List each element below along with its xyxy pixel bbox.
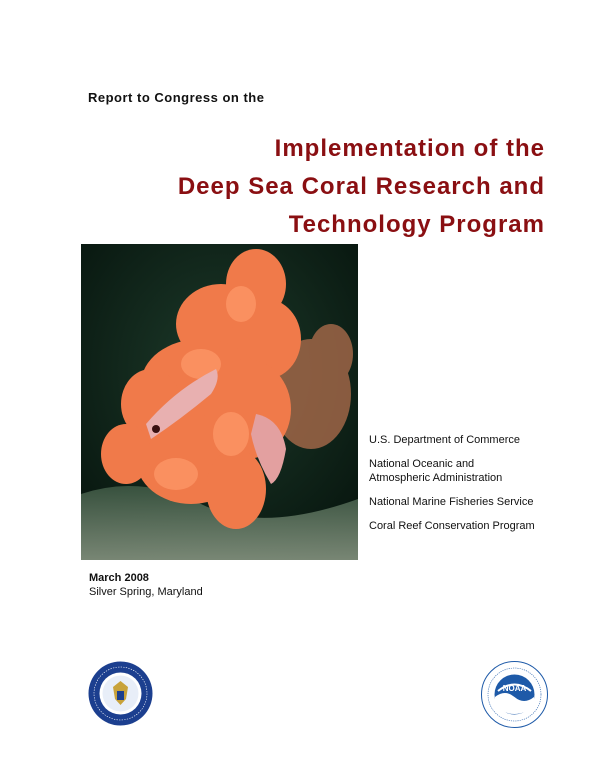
agency-crcp: Coral Reef Conservation Program bbox=[369, 520, 535, 532]
publication-date: March 2008 bbox=[89, 572, 149, 584]
publication-place: Silver Spring, Maryland bbox=[89, 586, 203, 598]
agency-commerce: U.S. Department of Commerce bbox=[369, 434, 520, 446]
noaa-seal-icon bbox=[481, 661, 548, 728]
agency-noaa: National Oceanic and Atmospheric Administration bbox=[369, 458, 503, 484]
deep-sea-coral-photo bbox=[81, 244, 358, 560]
title-line-3: Technology Program bbox=[288, 211, 545, 238]
agency-nmfs: National Marine Fisheries Service bbox=[369, 496, 534, 508]
commerce-seal-icon bbox=[88, 661, 153, 726]
title-line-2: Deep Sea Coral Research and bbox=[177, 173, 545, 200]
agency-list bbox=[369, 433, 579, 543]
report-title bbox=[65, 130, 545, 244]
title-line-1: Implementation of the bbox=[274, 135, 545, 162]
report-kicker: Report to Congress on the bbox=[88, 90, 265, 105]
publication-info bbox=[89, 571, 203, 599]
noaa-seal-label: NOAA bbox=[502, 684, 527, 693]
